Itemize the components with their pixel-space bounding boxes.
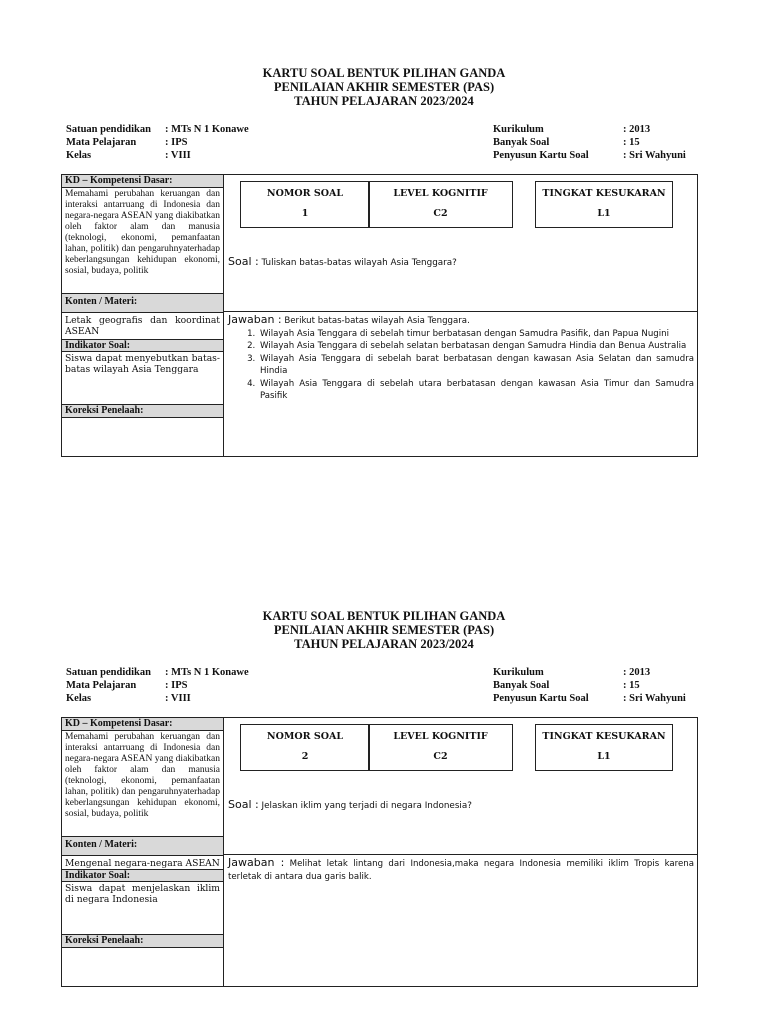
nomor-soal-label: NOMOR SOAL bbox=[266, 188, 344, 199]
meta-label: Satuan pendidikan bbox=[66, 667, 151, 678]
title-line-3: TAHUN PELAJARAN 2023/2024 bbox=[294, 637, 474, 651]
meta-right bbox=[493, 123, 686, 162]
jawaban-list bbox=[258, 328, 694, 403]
meta-value: : 15 bbox=[623, 137, 640, 148]
konten-header: Konten / Materi: bbox=[62, 293, 223, 313]
meta-label: Satuan pendidikan bbox=[66, 124, 151, 135]
tingkat-kesukaran-value: L1 bbox=[597, 751, 611, 762]
indikator-text: Siswa dapat menjelaskan iklim di negara Indonesia bbox=[65, 883, 220, 905]
konten-text: Mengenal negara-negara ASEAN bbox=[65, 858, 220, 869]
jawaban-text: Melihat letak lintang dari Indonesia,maka negara Indonesia memiliki iklim Tropis karena terletak di antara dua garis balik. bbox=[228, 859, 695, 882]
level-kognitif-value: C2 bbox=[433, 208, 448, 219]
kd-text: Memahami perubahan keruangan dan interaksi antarruang di Indonesia dan negara-negara ASEAN yang diakibatkan oleh faktor alam dan manusia (teknologi, ekonomi, pemanfaatan lahan, politik) dan pengaruhnyaterhadap keberlangsungan kehidupan ekonomi, sosial, budaya, politik bbox=[65, 189, 220, 276]
card-title bbox=[0, 66, 768, 108]
title-line-2: PENILAIAN AKHIR SEMESTER (PAS) bbox=[273, 623, 495, 637]
left-column bbox=[62, 718, 224, 986]
title-line-1: KARTU SOAL BENTUK PILIHAN GANDA bbox=[262, 609, 506, 623]
tingkat-kesukaran-box bbox=[535, 181, 673, 228]
soal bbox=[228, 799, 472, 812]
meta-label: Kelas bbox=[66, 150, 92, 161]
list-item: 4. Wilayah Asia Tenggara di sebelah utara berbatasan dengan kawasan Asia Timur dan Samudra Pasifik bbox=[258, 378, 694, 403]
meta-label: Mata Pelajaran bbox=[66, 680, 137, 691]
meta-label: Banyak Soal bbox=[493, 680, 550, 691]
meta-left bbox=[66, 123, 249, 162]
konten-text: Letak geografis dan koordinat ASEAN bbox=[65, 315, 220, 337]
jawaban-text: Berikut batas-batas wilayah Asia Tenggara. bbox=[284, 316, 470, 326]
meta-label: Kurikulum bbox=[493, 667, 544, 678]
row-divider bbox=[224, 311, 697, 312]
list-item: 1. Wilayah Asia Tenggara di sebelah timur berbatasan dengan Samudra Pasifik, dan Papua Nugini bbox=[258, 328, 694, 341]
indikator-header: Indikator Soal: bbox=[62, 339, 223, 352]
meta-label: Kurikulum bbox=[493, 124, 544, 135]
meta-label: Mata Pelajaran bbox=[66, 137, 137, 148]
meta-value: : MTs N 1 Konawe bbox=[165, 667, 249, 678]
kd-header: KD – Kompetensi Dasar: bbox=[62, 718, 223, 731]
jawaban bbox=[228, 857, 694, 883]
tingkat-kesukaran-label: TINGKAT KESUKARAN bbox=[542, 731, 666, 742]
card-table bbox=[61, 717, 698, 987]
meta-left bbox=[66, 666, 249, 705]
nomor-soal-box bbox=[240, 181, 370, 228]
meta-value: : 2013 bbox=[623, 667, 651, 678]
soal-label: Soal : bbox=[228, 255, 259, 268]
jawaban-label: Jawaban : bbox=[228, 856, 285, 869]
meta-value: : IPS bbox=[165, 680, 188, 691]
level-kognitif-value: C2 bbox=[433, 751, 448, 762]
koreksi-header: Koreksi Penelaah: bbox=[62, 404, 223, 418]
kd-header: KD – Kompetensi Dasar: bbox=[62, 175, 223, 188]
nomor-soal-box bbox=[240, 724, 370, 771]
meta-value: : 2013 bbox=[623, 124, 651, 135]
soal-label: Soal : bbox=[228, 798, 259, 811]
row-divider bbox=[224, 854, 697, 855]
tingkat-kesukaran-label: TINGKAT KESUKARAN bbox=[542, 188, 666, 199]
kd-text: Memahami perubahan keruangan dan interaksi antarruang di Indonesia dan negara-negara ASEAN yang diakibatkan oleh faktor alam dan manusia (teknologi, ekonomi, pemanfaatan lahan, politik) dan pengaruhnyaterhadap keberlangsungan kehidupan ekonomi, sosial, budaya, politik bbox=[65, 732, 220, 819]
level-kognitif-box bbox=[368, 181, 513, 228]
meta-value: : MTs N 1 Konawe bbox=[165, 124, 249, 135]
meta-value: : 15 bbox=[623, 680, 640, 691]
level-kognitif-label: LEVEL KOGNITIF bbox=[393, 188, 488, 199]
soal bbox=[228, 256, 457, 269]
soal-text: Jelaskan iklim yang terjadi di negara Indonesia? bbox=[261, 801, 472, 811]
meta-label: Penyusun Kartu Soal bbox=[493, 150, 589, 161]
title-line-2: PENILAIAN AKHIR SEMESTER (PAS) bbox=[273, 80, 495, 94]
left-column bbox=[62, 175, 224, 456]
title-line-1: KARTU SOAL BENTUK PILIHAN GANDA bbox=[262, 66, 506, 80]
jawaban bbox=[228, 314, 694, 403]
title-line-3: TAHUN PELAJARAN 2023/2024 bbox=[294, 94, 474, 108]
level-kognitif-box bbox=[368, 724, 513, 771]
meta-value: : VIII bbox=[165, 150, 191, 161]
konten-header: Konten / Materi: bbox=[62, 836, 223, 856]
list-item: 3. Wilayah Asia Tenggara di sebelah barat berbatasan dengan kawasan Asia Selatan dan samudra Hindia bbox=[258, 353, 694, 378]
tingkat-kesukaran-box bbox=[535, 724, 673, 771]
list-item: 2. Wilayah Asia Tenggara di sebelah selatan berbatasan dengan Samudra Hindia dan Benua Australia bbox=[258, 340, 694, 353]
card-table bbox=[61, 174, 698, 457]
indikator-header: Indikator Soal: bbox=[62, 869, 223, 882]
jawaban-label: Jawaban : bbox=[228, 313, 282, 326]
soal-text: Tuliskan batas-batas wilayah Asia Tenggara? bbox=[261, 258, 457, 268]
nomor-soal-value: 2 bbox=[301, 751, 309, 762]
meta-value: : Sri Wahyuni bbox=[623, 693, 686, 704]
meta-label: Penyusun Kartu Soal bbox=[493, 693, 589, 704]
meta-value: : Sri Wahyuni bbox=[623, 150, 686, 161]
meta-value: : IPS bbox=[165, 137, 188, 148]
card-title bbox=[0, 609, 768, 651]
level-kognitif-label: LEVEL KOGNITIF bbox=[393, 731, 488, 742]
nomor-soal-label: NOMOR SOAL bbox=[266, 731, 344, 742]
meta-value: : VIII bbox=[165, 693, 191, 704]
meta-label: Kelas bbox=[66, 693, 92, 704]
nomor-soal-value: 1 bbox=[301, 208, 309, 219]
tingkat-kesukaran-value: L1 bbox=[597, 208, 611, 219]
meta-label: Banyak Soal bbox=[493, 137, 550, 148]
meta-right bbox=[493, 666, 686, 705]
koreksi-header: Koreksi Penelaah: bbox=[62, 934, 223, 948]
indikator-text: Siswa dapat menyebutkan batas-batas wilayah Asia Tenggara bbox=[65, 353, 220, 375]
